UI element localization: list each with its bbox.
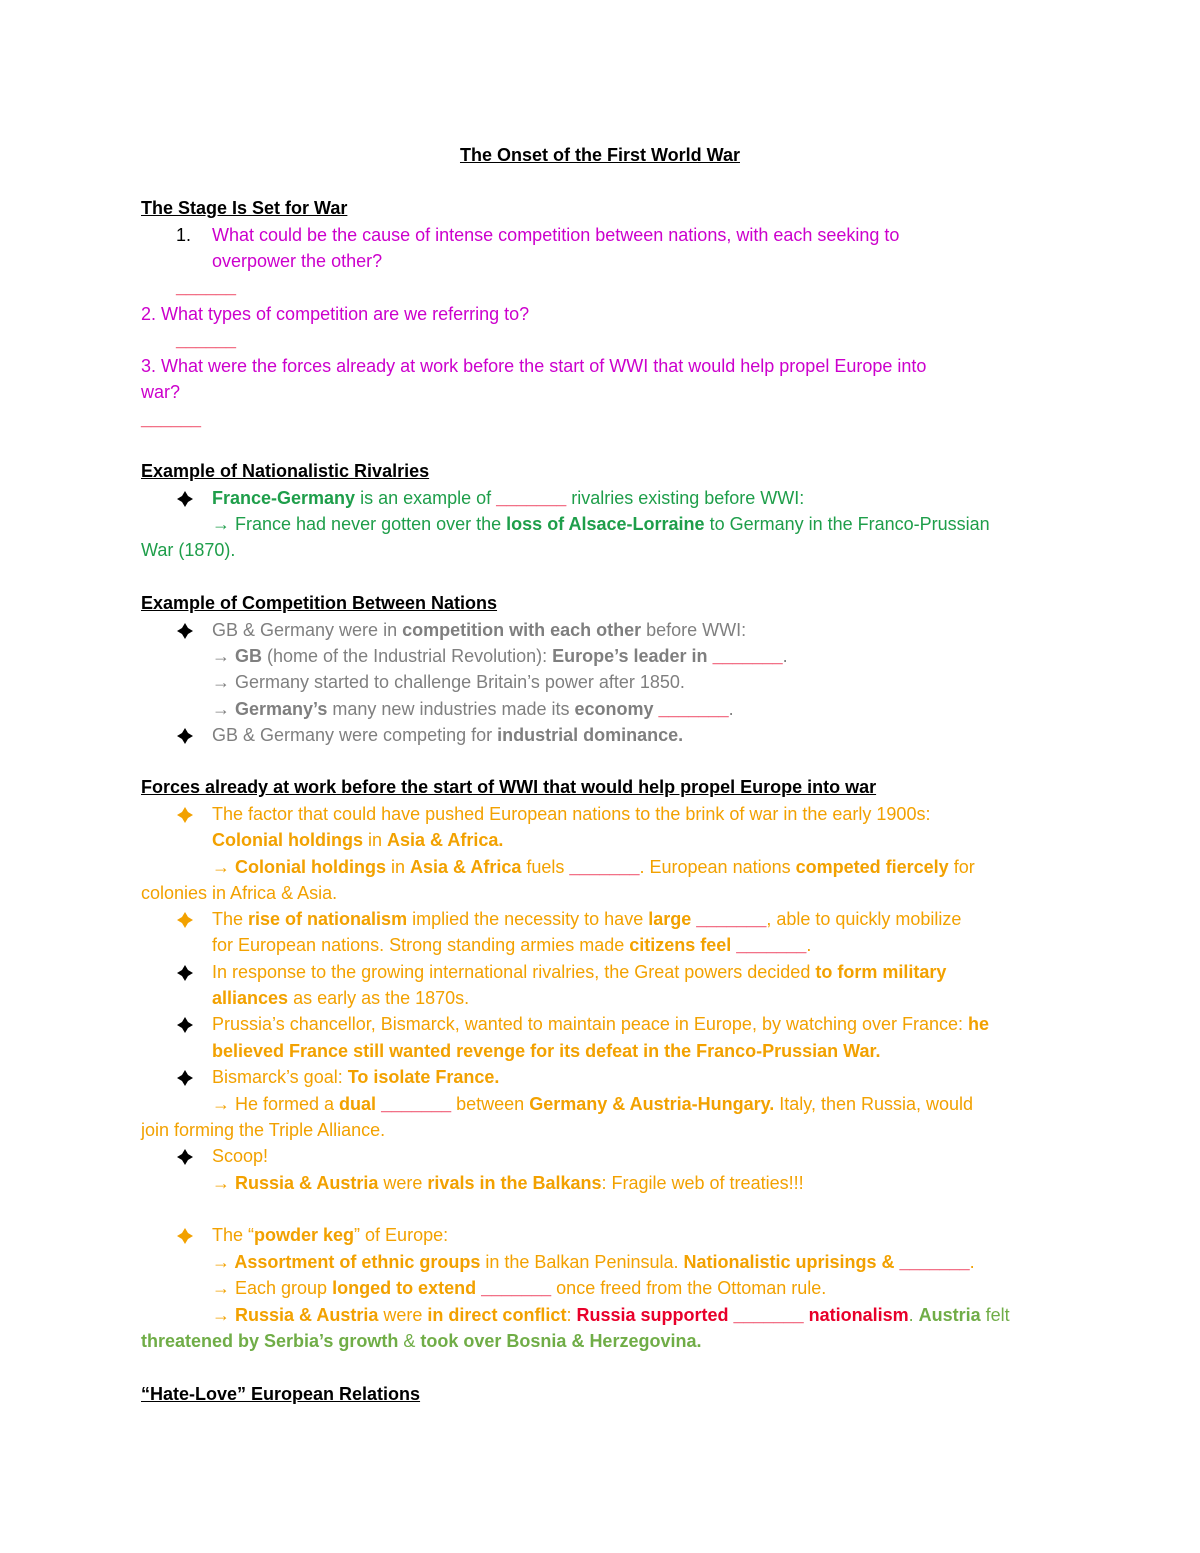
list-item: The rise of nationalism implied the necessity to have large _______, able to quickly mobilize — [212, 909, 962, 929]
list-item-detail: → France had never gotten over the loss of Alsace-Lorraine to Germany in the Franco-Prussian — [212, 514, 990, 534]
list-item-detail: → Russia & Austria were in direct conflict: Russia supported _______ nationalism. Austria felt — [212, 1305, 1010, 1325]
section-heading-hate-love: “Hate-Love” European Relations — [141, 1384, 421, 1404]
list-item-detail: alliances as early as the 1870s. — [212, 988, 470, 1008]
list-item-detail: → Germany started to challenge Britain’s power after 1850. — [212, 672, 685, 692]
list-item-detail: → Colonial holdings in Asia & Africa fuels _______. European nations competed fiercely for — [212, 857, 975, 877]
list-item-detail: colonies in Africa & Asia. — [141, 883, 338, 903]
list-item: GB & Germany were competing for industrial dominance. — [212, 725, 684, 745]
question-3-line-1: 3. What were the forces already at work before the start of WWI that would help propel Europe into — [141, 356, 927, 376]
diamond-bullet-icon — [176, 727, 194, 745]
list-item-detail: War (1870). — [141, 540, 236, 560]
list-item-detail: → Each group longed to extend _______ once freed from the Ottoman rule. — [212, 1278, 827, 1298]
diamond-bullet-icon — [176, 490, 194, 508]
list-item-detail: → He formed a dual _______ between Germany & Austria-Hungary. Italy, then Russia, would — [212, 1094, 974, 1114]
answer-blank: ______ — [141, 409, 202, 429]
question-3-line-2: war? — [141, 382, 181, 402]
diamond-bullet-icon — [176, 622, 194, 640]
list-item: The “powder keg” of Europe: — [212, 1225, 449, 1245]
diamond-bullet-icon — [176, 1069, 194, 1087]
list-item-detail: → Russia & Austria were rivals in the Balkans: Fragile web of treaties!!! — [212, 1173, 804, 1193]
list-item-detail: for European nations. Strong standing armies made citizens feel _______. — [212, 935, 812, 955]
list-item-detail: → GB (home of the Industrial Revolution): Europe’s leader in _______. — [212, 646, 788, 666]
list-item-detail: → Germany’s many new industries made its economy _______. — [212, 699, 734, 719]
diamond-bullet-icon — [176, 964, 194, 982]
answer-blank: ______ — [176, 330, 237, 350]
diamond-bullet-icon — [176, 911, 194, 929]
list-item: Bismarck’s goal: To isolate France. — [212, 1067, 500, 1087]
question-1-line-2: overpower the other? — [212, 251, 383, 271]
list-item-detail: believed France still wanted revenge for its defeat in the Franco-Prussian War. — [212, 1041, 881, 1061]
list-item: The factor that could have pushed European nations to the brink of war in the early 1900s: — [212, 804, 931, 824]
list-item-detail: threatened by Serbia’s growth & took over Bosnia & Herzegovina. — [141, 1331, 702, 1351]
list-item-detail: Colonial holdings in Asia & Africa. — [212, 830, 504, 850]
question-2: 2. What types of competition are we referring to? — [141, 304, 530, 324]
section-heading-nationalistic: Example of Nationalistic Rivalries — [141, 461, 430, 481]
diamond-bullet-icon — [176, 806, 194, 824]
diamond-bullet-icon — [176, 1148, 194, 1166]
list-item: GB & Germany were in competition with each other before WWI: — [212, 620, 747, 640]
page-title: The Onset of the First World War — [459, 145, 740, 165]
section-heading-competition: Example of Competition Between Nations — [141, 593, 498, 613]
list-item: Prussia’s chancellor, Bismarck, wanted to maintain peace in Europe, by watching over France: he — [212, 1014, 990, 1034]
question-1-line-1: What could be the cause of intense competition between nations, with each seeking to — [212, 225, 900, 245]
section-heading-stage: The Stage Is Set for War — [141, 198, 348, 218]
section-heading-forces: Forces already at work before the start of WWI that would help propel Europe into war — [141, 777, 877, 797]
list-item: France-Germany is an example of _______ rivalries existing before WWI: — [212, 488, 805, 508]
list-item-detail: join forming the Triple Alliance. — [141, 1120, 386, 1140]
question-number: 1. — [176, 225, 192, 245]
diamond-bullet-icon — [176, 1016, 194, 1034]
list-item: Scoop! — [212, 1146, 269, 1166]
list-item: In response to the growing international rivalries, the Great powers decided to form military — [212, 962, 947, 982]
diamond-bullet-icon — [176, 1227, 194, 1245]
answer-blank: ______ — [176, 277, 237, 297]
list-item-detail: → Assortment of ethnic groups in the Balkan Peninsula. Nationalistic uprisings & _______. — [212, 1252, 975, 1272]
